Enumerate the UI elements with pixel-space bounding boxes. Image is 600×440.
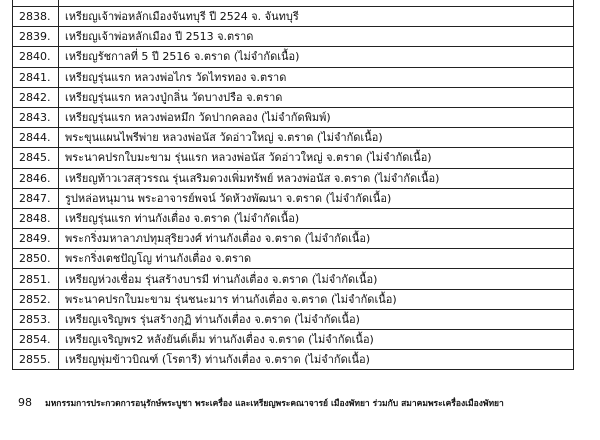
table-row (13, 188, 574, 208)
row-description: พระนาคปรกใบมะขาม รุ่นชนะมาร ท่านกังเตื่อง จ.ตราด (ไม่จำกัดเนื้อ) (59, 289, 574, 309)
row-number: 2846. (13, 168, 59, 188)
table-row (13, 249, 574, 269)
table-row (13, 330, 574, 350)
row-description: พระกริ่งมหาลาภปทุมสุริยวงศ์ ท่านกังเตื่อง จ.ตราด (ไม่จำกัดเนื้อ) (59, 229, 574, 249)
row-number: 2849. (13, 229, 59, 249)
table-row (13, 27, 574, 47)
row-description: เหรียญรุ่นแรก หลวงพ่อไกร วัดไทรทอง จ.ตราด (59, 67, 574, 87)
row-description: พระนาคปรกใบมะขาม รุ่นแรก หลวงพ่อนัส วัดอ่าวใหญ่ จ.ตราด (ไม่จำกัดเนื้อ) (59, 148, 574, 168)
row-number: 2843. (13, 107, 59, 127)
row-description: เหรียญรัชกาลที่ 5 ปี 2516 จ.ตราด (ไม่จำกัดเนื้อ) (59, 47, 574, 67)
page-footer (18, 391, 588, 410)
table-row (13, 350, 574, 370)
table-row (13, 67, 574, 87)
row-description: พระกริ่งเตชปัญโญ ท่านกังเตื่อง จ.ตราด (59, 249, 574, 269)
table-row (13, 7, 574, 27)
row-description: เหรียญรุ่นแรก ท่านกังเตื่อง จ.ตราด (ไม่จำกัดเนื้อ) (59, 208, 574, 228)
table-row (13, 168, 574, 188)
item-list-table (12, 0, 574, 370)
row-number: 2842. (13, 87, 59, 107)
table-row (13, 289, 574, 309)
row-description: เหรียญรุ่นแรก หลวงพ่อหมึก วัดปากคลอง (ไม่จำกัดพิมพ์) (59, 107, 574, 127)
row-number: 2852. (13, 289, 59, 309)
row-number: 2841. (13, 67, 59, 87)
row-number: 2844. (13, 128, 59, 148)
table-row (13, 208, 574, 228)
table-row (13, 309, 574, 329)
table-row (13, 269, 574, 289)
row-number: 2839. (13, 27, 59, 47)
row-number: 2840. (13, 47, 59, 67)
table-row (13, 148, 574, 168)
row-number: 2838. (13, 7, 59, 27)
row-description: เหรียญท้าวเวสสุวรรณ รุ่นเสริมดวงเพิ่มทรัพย์ หลวงพ่อนัส จ.ตราด (ไม่จำกัดเนื้อ) (59, 168, 574, 188)
row-number: 2855. (13, 350, 59, 370)
footer-text: มหกรรมการประกวดการอนุรักษ์พระบูชา พระเครื่อง และเหรียญพระคณาจารย์ เมืองพัทยา ร่วมกับ สมาคมพระเครื่องเมืองพัทยา (45, 399, 504, 409)
row-number: 2850. (13, 249, 59, 269)
row-number: 2853. (13, 309, 59, 329)
row-description: เหรียญเจ้าพ่อหลักเมือง ปี 2513 จ.ตราด (59, 27, 574, 47)
table-row (13, 107, 574, 127)
row-description: รูปหล่อหนุมาน พระอาจารย์พจน์ วัดห้วงพัฒนา จ.ตราด (ไม่จำกัดเนื้อ) (59, 188, 574, 208)
row-description: พระขุนแผนไพรีพ่าย หลวงพ่อนัส วัดอ่าวใหญ่ จ.ตราด (ไม่จำกัดเนื้อ) (59, 128, 574, 148)
row-description: เหรียญเจ้าพ่อหลักเมืองจันทบุรี ปี 2524 จ. จันทบุรี (59, 7, 574, 27)
row-description: เหรียญพุ่มข้าวบิณฑ์ (โรตารี) ท่านกังเตื่อง จ.ตราด (ไม่จำกัดเนื้อ) (59, 350, 574, 370)
row-number: 2845. (13, 148, 59, 168)
row-number: 2848. (13, 208, 59, 228)
page-number: 98 (18, 396, 32, 409)
table-row (13, 87, 574, 107)
row-description: เหรียญห่วงเชื่อม รุ่นสร้างบารมี ท่านกังเตื่อง จ.ตราด (ไม่จำกัดเนื้อ) (59, 269, 574, 289)
row-number: 2854. (13, 330, 59, 350)
table-row (13, 128, 574, 148)
row-description: เหรียญเจริญพร รุ่นสร้างกุฏิ ท่านกังเตื่อง จ.ตราด (ไม่จำกัดเนื้อ) (59, 309, 574, 329)
row-description: เหรียญเจริญพร2 หลังยันต์เต็ม ท่านกังเตื่อง จ.ตราด (ไม่จำกัดเนื้อ) (59, 330, 574, 350)
row-number: 2851. (13, 269, 59, 289)
table-row (13, 229, 574, 249)
row-number: 2847. (13, 188, 59, 208)
table-row (13, 47, 574, 67)
row-description: เหรียญรุ่นแรก หลวงปู่กลิ่น วัดบางปรือ จ.ตราด (59, 87, 574, 107)
